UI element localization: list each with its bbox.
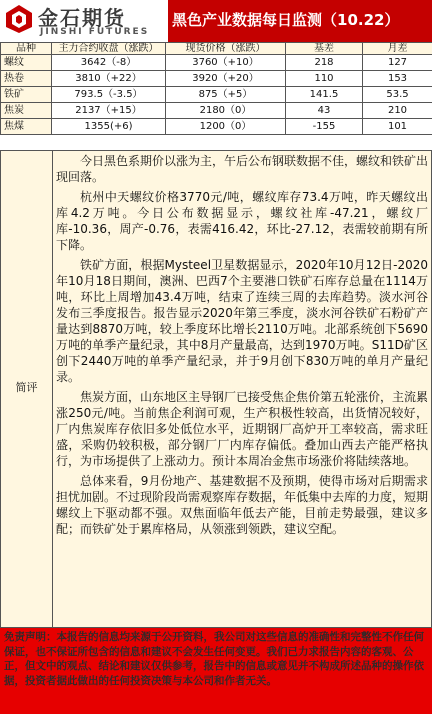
logo-english-name: JINSHI FUTURES [40, 27, 150, 37]
commentary-paragraph: 杭州中天螺纹价格3770元/吨，螺纹库存73.4万吨，昨天螺纹出库4.2万吨。今日公布数据显示，螺纹社库-47.21，螺纹厂库-10.36，周产-0.76，表需416.42，环比-27.12，表需较前期有所下降。 [56, 190, 428, 252]
column-header-spread: 月差 [363, 43, 432, 55]
basis-value: 110 [286, 71, 363, 87]
company-logo [0, 0, 168, 42]
spread-value: 101 [363, 119, 432, 135]
basis-value: -155 [286, 119, 363, 135]
variety-name: 铁矿 [1, 87, 52, 103]
commentary-label: 简评 [15, 381, 38, 394]
spot-price: 2180（0） [166, 103, 286, 119]
commentary-paragraph: 铁矿方面，根据Mysteel卫星数据显示，2020年10月12日-2020年10月18日期间，澳洲、巴西7个主要港口铁矿石库存总量在1114万吨，环比上周增加43.4万吨，结束了连续三周的去库趋势。淡水河谷发布三季度报告。报告显示2020年第三季度，淡水河谷铁矿石粉矿产量达到8870万吨，较上季度环比增长2110万吨。北部系统创下5690万吨的单季产量纪录，其中8月产量最高，达到1970万吨。S11D矿区创下2440万吨的单季产量纪录，并于9月创下830万吨的单月产量纪录。 [56, 258, 428, 384]
spread-value: 153 [363, 71, 432, 87]
basis-value: 218 [286, 55, 363, 71]
table-row [1, 71, 432, 87]
commentary-body [56, 153, 428, 541]
futures-close: 2137（+15） [52, 103, 166, 119]
table-header-row [1, 43, 432, 55]
variety-name: 热卷 [1, 71, 52, 87]
spread-value: 210 [363, 103, 432, 119]
table-row [1, 55, 432, 71]
basis-value: 141.5 [286, 87, 363, 103]
spot-price: 3920（+20） [166, 71, 286, 87]
variety-name: 焦煤 [1, 119, 52, 135]
futures-close: 3810（+22） [52, 71, 166, 87]
logo-mark-icon [5, 4, 33, 34]
commentary-paragraph: 焦炭方面，山东地区主导钢厂已接受焦企焦价第五轮涨价，主流累涨250元/吨。当前焦企利润可观，生产积极性较高，出货情况较好，厂内焦炭库存依旧多处低位水平，近期钢厂高炉开工率较高，需求旺盛，采购仍较积极，部分钢厂厂内库存偏低。叠加山西去产能严格执行，为市场提供了上涨动力。预计本周冶金焦市场涨价将陆续落地。 [56, 390, 429, 468]
price-table [0, 42, 432, 135]
spot-price: 875（+5） [166, 87, 286, 103]
disclaimer: 免责声明：本报告的信息均来源于公开资料，我公司对这些信息的准确性和完整性不作任何保证，也不保证所包含的信息和建议不会发生任何变更。我们已力求报告内容的客观、公正，但文中的观点、结论和建议仅供参考，报告中的信息或意见并不构成所述品种的操作依据，投资者据此做出的任何投资决策与本公司和作者无关。 [0, 628, 432, 714]
page-title: 黑色产业数据每日监测（10.22） [172, 11, 400, 29]
table-row [1, 119, 432, 135]
commentary-paragraph: 总体来看，9月份地产、基建数据不及预期，使得市场对后期需求担忧加剧。不过现阶段尚需观察库存数据，年低集中去库的力度，短期螺纹上下驱动都不强。双焦面临年低去产能，目前走势最强，建议多配；而铁矿处于累库格局，从领涨到领跌，建议空配。 [56, 474, 429, 536]
commentary-paragraph: 今日黑色系期价以涨为主，午后公布钢联数据不佳，螺纹和铁矿出现回落。 [56, 154, 429, 184]
column-header-futures: 主力合约收盘（涨跌） [52, 43, 166, 55]
variety-name: 焦炭 [1, 103, 52, 119]
report-header [0, 0, 432, 42]
logo-chinese-name: 金石期货 [38, 6, 126, 30]
futures-close: 1355(+6) [52, 119, 166, 135]
futures-close: 793.5（-3.5） [52, 87, 166, 103]
basis-value: 43 [286, 103, 363, 119]
spread-value: 127 [363, 55, 432, 71]
column-header-variety: 品种 [1, 43, 52, 55]
futures-close: 3642（-8） [52, 55, 166, 71]
column-header-spot: 现货价格（涨跌） [166, 43, 286, 55]
spot-price: 3760（+10） [166, 55, 286, 71]
table-row [1, 87, 432, 103]
table-row [1, 103, 432, 119]
commentary-section [0, 150, 432, 628]
spot-price: 1200（0） [166, 119, 286, 135]
column-header-basis: 基差 [286, 43, 363, 55]
variety-name: 螺纹 [1, 55, 52, 71]
spread-value: 53.5 [363, 87, 432, 103]
commentary-label-cell [1, 151, 53, 627]
